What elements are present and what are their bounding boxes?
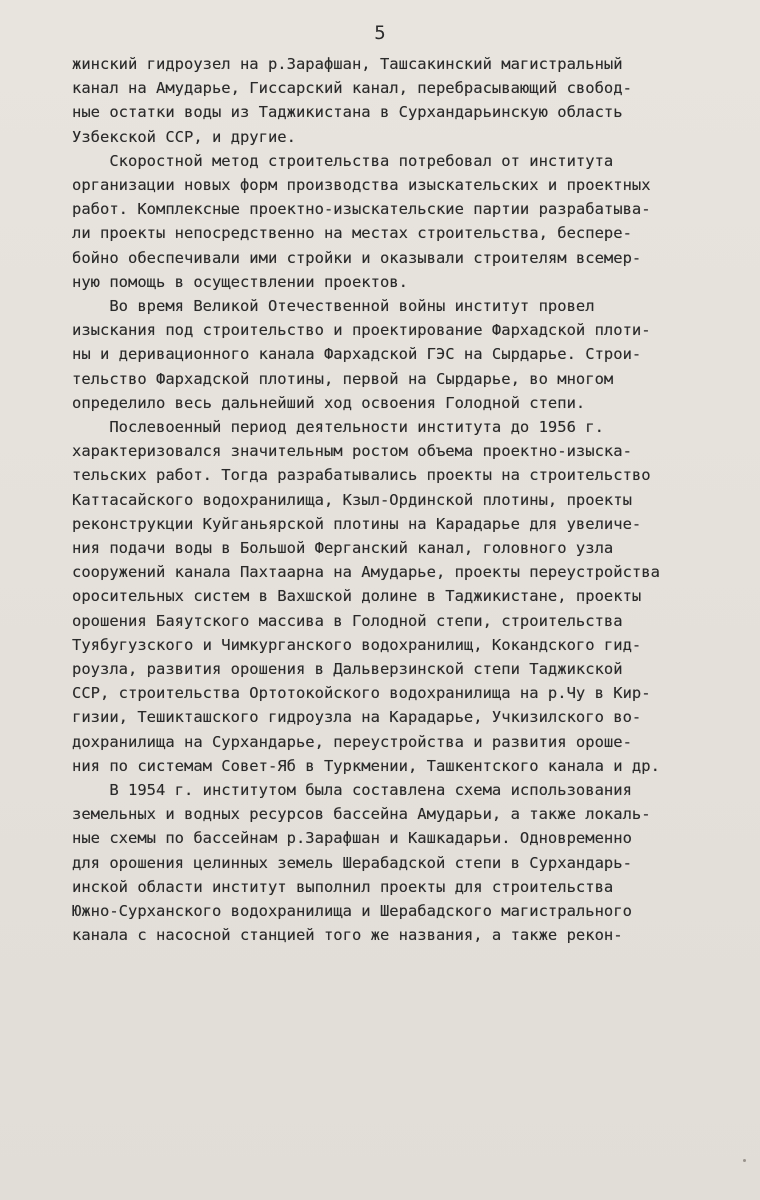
text-line: ния подачи воды в Большой Ферганский канал, головного узла [72, 539, 614, 557]
page-number: 5 [374, 22, 386, 44]
text-line: роузла, развития орошения в Дальверзинской степи Таджикской [72, 660, 623, 678]
text-line: гизии, Тешикташского гидроузла на Карадарье, Учкизилского во- [72, 708, 642, 727]
text-line: земельных и водных ресурсов бассейна Амударьи, а также локаль- [72, 805, 651, 824]
text-line: Туябугузского и Чимкурганского водохранилищ, Кокандского гид- [72, 635, 642, 654]
text-line: ные остатки воды из Таджикистана в Сурхандарьинскую область [72, 103, 623, 122]
text-line: ную помощь в осуществлении проектов. [72, 272, 408, 291]
text-line: ли проекты непосредственно на местах строительства, бесперe- [72, 224, 632, 243]
text-line: для орошения целинных земель Шерабадской степи в Сурхандарь- [72, 853, 632, 872]
text-line: Каттасайского водохранилища, Кзыл-Ординской плотины, проекты [72, 490, 632, 509]
text-line: Узбекской ССР, и другие. [72, 127, 296, 146]
text-line: ные схемы по бассейнам р.Зарафшан и Кашкадарьи. Одновременно [72, 829, 632, 848]
text-line: жинский гидроузел на р.Зарафшан, Ташсакинский магистральный [72, 55, 623, 73]
text-line: реконструкции Куйганьярской плотины на Карадарье для увеличе- [72, 514, 642, 533]
text-line: инской области институт выполнил проекты для строительства [72, 877, 614, 896]
text-line: Послевоенный период деятельности института до 1956 г. [72, 418, 604, 436]
text-line: ния по системам Совет-Яб в Туркмении, Ташкентского канала и др. [72, 756, 660, 775]
text-line: Скоростной метод строительства потребовал от института [72, 151, 614, 170]
text-line: сооружений канала Пахтаарна на Амударье, проекты переустройства [72, 563, 660, 582]
text-line: работ. Комплексные проектно-изыскательские партии разрабатыва- [72, 200, 651, 219]
text-line: изыскания под строительство и проектирование Фархадской плоти- [72, 321, 651, 340]
text-line: тельство Фархадской плотины, первой на Сырдарье, во многом [72, 369, 614, 388]
text-line: ны и деривационного канала Фархадской ГЭС на Сырдарье. Строи- [72, 345, 642, 364]
text-line: канала с насосной станцией того же названия, а также рекон- [72, 926, 623, 945]
text-line: организации новых форм производства изыскательских и проектных [72, 176, 651, 194]
text-line: характеризовался значительным ростом объема проектно-изыска- [72, 442, 632, 461]
paper-speck [743, 1159, 746, 1162]
text-line: оросительных систем в Вахшской долине в Таджикистане, проекты [72, 587, 642, 606]
text-line: В 1954 г. институтом была составлена схема использования [72, 781, 632, 799]
text-line: тельских работ. Тогда разрабатывались проекты на строительство [72, 466, 651, 485]
text-line: определило весь дальнейший ход освоения Голодной степи. [72, 393, 586, 412]
text-line: бойно обеспечивали ими стройки и оказывали строителям всемер- [72, 248, 642, 267]
text-line: канал на Амударье, Гиссарский канал, перебрасывающий свобод- [72, 79, 632, 98]
text-line: орошения Баяутского массива в Голодной степи, строительства [72, 611, 623, 630]
text-line: Южно-Сурханского водохранилища и Шерабадского магистрального [72, 902, 632, 920]
text-line: Во время Великой Отечественной войны институт провел [72, 297, 595, 315]
text-line: ССР, строительства Ортотокойского водохранилища на р.Чу в Кир- [72, 684, 651, 703]
text-line: дохранилища на Сурхандарье, переустройства и развития ороше- [72, 732, 632, 751]
